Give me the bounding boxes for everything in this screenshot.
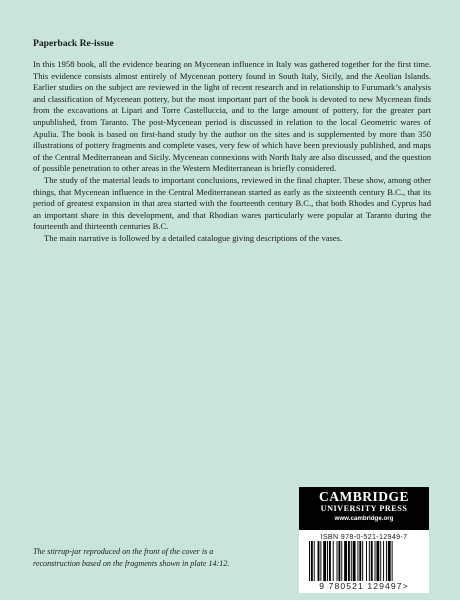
blurb-paragraph-2: The study of the material leads to important conclusions, reviewed in the final chapter. These show, among other things, that Mycenean influence in the Central Mediterranean started as early as the sixteenth century B.C., that its period of greatest expansion in that area started with the fourteenth century B.C., that both Rhodes and Cyprus had an important share in this development, and that Rhodian wares particularly were popular at Taranto during the fourteenth and thirteenth centuries B.C. [33,174,431,232]
isbn-label: ISBN 978-0-521-12949-7 [320,532,408,541]
publisher-logo [299,487,429,530]
barcode-number [301,581,427,591]
publisher-url: www.cambridge.org [334,515,394,522]
publisher-name-line1: CAMBRIDGE [318,489,409,504]
cover-caption: The stirrup-jar reproduced on the front of the cover is a reconstruction based on the fragments shown in plate 14:12. [33,547,230,568]
blurb [33,59,431,245]
blurb-paragraph-3: The main narrative is followed by a detailed catalogue giving descriptions of the vases. [44,232,343,243]
barcode-panel [299,530,429,593]
barcode-icon [309,541,419,581]
reissue-heading: Paperback Re-issue [33,38,114,49]
publisher-name-line2: UNIVERSITY PRESS [320,504,408,513]
blurb-paragraph-1: In this 1958 book, all the evidence bearing on Mycenean influence in Italy was gathered together for the first time. This evidence consists almost entirely of Mycenean pottery found in South Italy, Sicily, and the Aeolian Islands. Earlier studies on the subject are reviewed in the light of recent research and in relationship to Furumark’s analysis and classification of Mycenean pottery, but the most important part of the book is devoted to new Mycenean finds from the excavations at Lipari and Torre Castelluccia, and to the large amount of pottery, for the greater part unpublished, from Taranto. The post-Mycenean period is discussed in relation to the local Geometric wares of Apulia. The book is based on first-hand study by the author on the sites and is supplemented by more than 350 illustrations of pottery fragments and complete vases, very few of which have been previously published, and maps of the Central Mediterranean and Sicily. Mycenean connexions with North Italy are also discussed, and the question of possible penetration to other areas in the Western Mediterranean is briefly considered. [33,59,431,174]
barcode-addon: > [402,581,409,591]
barcode-digits: 9 780521 129497 [319,581,403,591]
